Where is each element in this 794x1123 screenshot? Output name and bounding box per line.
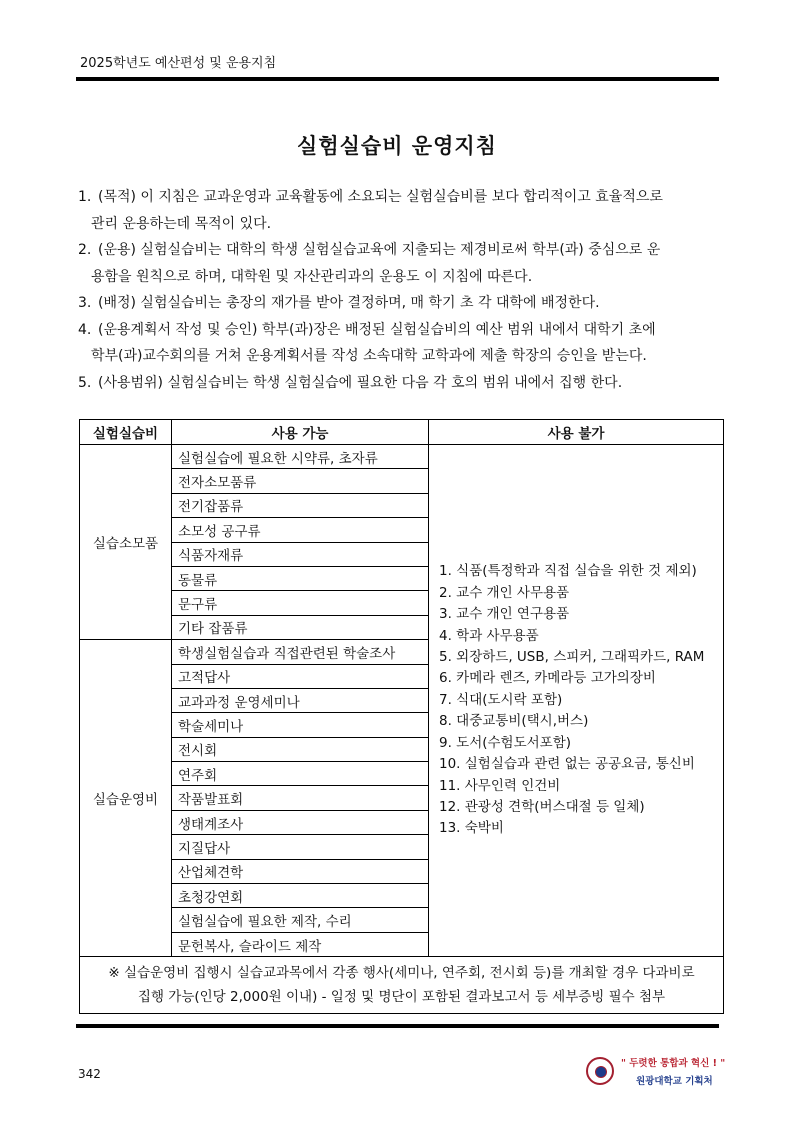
allowed-item: 기타 잡품류 [172, 615, 429, 639]
item-text: (목적) 이 지침은 교과운영과 교육활동에 소요되는 실험실습비를 보다 합리적이고 효율적으로 [98, 189, 663, 205]
document-title: 실험실습비 운영지침 [297, 134, 497, 158]
forbidden-list [439, 561, 723, 839]
forbidden-item: 6. 카메라 렌즈, 카메라등 고가의장비 [439, 670, 656, 687]
item-number: 1. [78, 189, 92, 205]
allowed-item: 고적답사 [172, 664, 429, 688]
forbidden-item: 2. 교수 개인 사무용품 [439, 584, 570, 601]
note-line: 집행 가능(인당 2,000원 이내) - 일정 및 명단이 포함된 결과보고서 등 세부증빙 필수 첨부 [137, 989, 666, 1006]
allowed-item: 동물류 [172, 566, 429, 590]
university-seal-icon [586, 1057, 614, 1085]
forbidden-item: 1. 식품(특정학과 직접 실습을 위한 것 제외) [439, 563, 697, 580]
forbidden-item: 4. 학과 사무용품 [439, 627, 539, 644]
allowed-item: 전시회 [172, 737, 429, 761]
forbidden-item: 7. 식대(도시락 포함) [439, 691, 563, 708]
guideline-item [78, 184, 723, 211]
allowed-item: 생태계조사 [172, 810, 429, 834]
allowed-item: 실험실습에 필요한 제작, 수리 [172, 908, 429, 932]
table-row [80, 445, 724, 469]
guideline-item-continuation: 학부(과)교수회의를 거쳐 운용계획서를 작성 소속대학 교학과에 제출 학장의 승인을 받는다. [91, 348, 647, 364]
forbidden-cell [429, 445, 724, 957]
forbidden-item: 10. 실험실습과 관련 없는 공공요금, 통신비 [439, 756, 695, 773]
header-forbidden: 사용 불가 [429, 420, 724, 445]
header-rule [76, 77, 719, 81]
page-number: 342 [78, 1067, 101, 1081]
footer-rule [76, 1024, 719, 1028]
forbidden-item: 5. 외장하드, USB, 스피커, 그래픽카드, RAM [439, 649, 705, 666]
allowed-item: 문헌복사, 슬라이드 제작 [172, 932, 429, 956]
item-number: 3. [78, 295, 92, 311]
allowed-item: 교과과정 운영세미나 [172, 688, 429, 712]
allowed-item: 산업체견학 [172, 859, 429, 883]
allowed-item: 학술세미나 [172, 713, 429, 737]
guideline-item [78, 290, 723, 317]
allowed-item: 문구류 [172, 591, 429, 615]
forbidden-item: 13. 숙박비 [439, 820, 504, 837]
running-header: 2025학년도 예산편성 및 운용지침 [80, 56, 277, 71]
forbidden-item: 11. 사무인력 인건비 [439, 777, 561, 794]
item-text: (운용계획서 작성 및 승인) 학부(과)장은 배정된 실험실습비의 예산 범위 내에서 대학기 초에 [98, 321, 656, 338]
item-text: (사용범위) 실험실습비는 학생 실험실습에 필요한 다음 각 호의 범위 내에서 집행 한다. [98, 374, 623, 391]
guideline-item [78, 370, 723, 397]
allowed-item: 전자소모품류 [172, 469, 429, 493]
header-category: 실험실습비 [80, 420, 172, 445]
allowed-item: 연주회 [172, 762, 429, 786]
allowed-item: 작품발표회 [172, 786, 429, 810]
item-text: (운용) 실험실습비는 대학의 학생 실험실습교육에 지출되는 제경비로써 학부(과) 중심으로 운 [98, 242, 661, 258]
allowed-item: 식품자재류 [172, 542, 429, 566]
item-text: (배정) 실험실습비는 총장의 재가를 받아 결정하며, 매 학기 초 각 대학에 배정한다. [98, 295, 600, 311]
item-number: 2. [78, 242, 92, 258]
table-note-row [80, 957, 724, 1014]
allowed-item: 실험실습에 필요한 시약류, 초자류 [172, 445, 429, 469]
forbidden-item: 12. 관광성 견학(버스대절 등 일체) [439, 798, 645, 815]
guideline-items [78, 184, 723, 396]
allowed-item: 초청강연회 [172, 884, 429, 908]
category-operations: 실습운영비 [80, 640, 172, 957]
forbidden-item: 8. 대중교통비(택시,버스) [439, 713, 589, 730]
table-note [80, 957, 724, 1014]
item-number: 4. [78, 321, 92, 338]
category-supplies: 실습소모품 [80, 445, 172, 640]
item-number: 5. [78, 374, 92, 391]
guideline-item-continuation: 용함을 원칙으로 하며, 대학원 및 자산관리과의 운용도 이 지침에 따른다. [91, 268, 533, 285]
forbidden-item: 3. 교수 개인 연구용품 [439, 606, 570, 623]
allowed-item: 전기잡품류 [172, 493, 429, 517]
allowed-item: 학생실험실습과 직접관련된 학술조사 [172, 640, 429, 664]
table-header-row [80, 420, 724, 445]
footer-office: 원광대학교 기획처 [636, 1076, 713, 1087]
allowed-item: 지질답사 [172, 835, 429, 859]
budget-usage-table [79, 419, 724, 1014]
guideline-item [78, 237, 723, 264]
forbidden-item: 9. 도서(수험도서포함) [439, 734, 572, 751]
guideline-item-continuation: 관리 운용하는데 목적이 있다. [91, 215, 272, 232]
header-allowed: 사용 가능 [172, 420, 429, 445]
note-line: ※ 실습운영비 집행시 실습교과목에서 각종 행사(세미나, 연주회, 전시회 등)를 개최할 경우 다과비로 [108, 965, 695, 982]
allowed-item: 소모성 공구류 [172, 518, 429, 542]
footer-slogan: " 두렷한 통합과 혁신 ! " [621, 1058, 726, 1069]
guideline-item [78, 317, 723, 344]
